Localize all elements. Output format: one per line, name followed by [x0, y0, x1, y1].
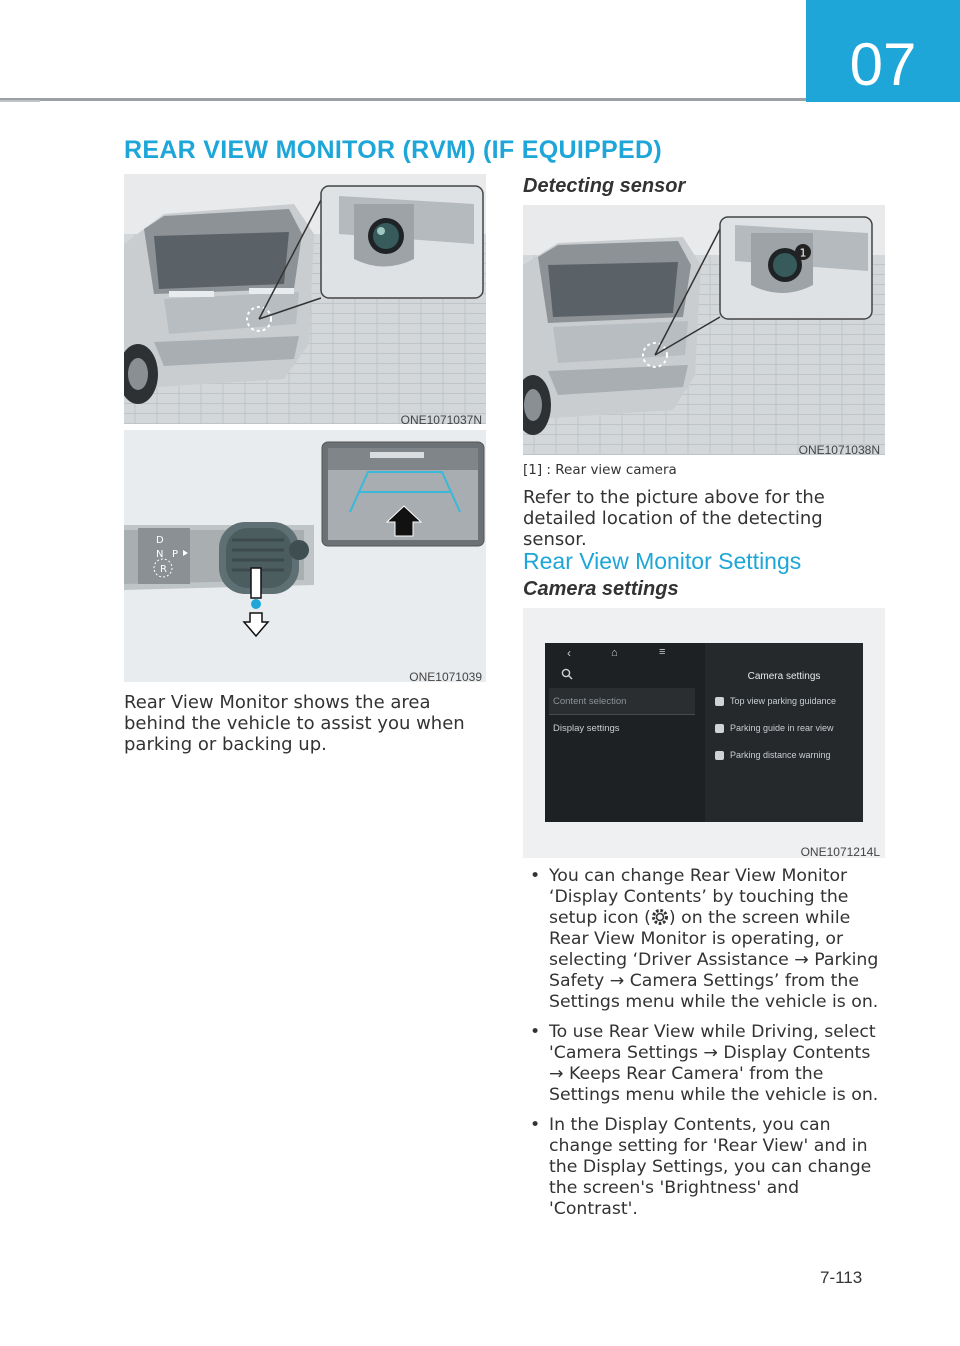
menu-content-selection[interactable]: Content selection	[553, 696, 627, 707]
chapter-number: 07	[849, 31, 917, 98]
page-number: 7-113	[820, 1268, 863, 1287]
menu-display-settings[interactable]: Display settings	[553, 723, 620, 734]
gear-icon	[651, 908, 669, 926]
header-rule-accent	[0, 100, 40, 102]
figure-gear-reverse-display	[124, 430, 486, 682]
bullet-text-part: ) on the screen while Rear View Monitor is operating, or selecting ‘Driver Assistance → Parking Safety → Camera Settings’ from the Settings menu while the vehicle is on.	[549, 908, 879, 1012]
header-rule	[0, 98, 806, 101]
back-icon[interactable]: ‹	[567, 646, 571, 660]
detecting-sensor-text: Refer to the picture above for the detailed location of the detecting sensor.	[523, 487, 825, 550]
checkbox-rear-view-guide[interactable]	[715, 724, 724, 733]
menu-icon[interactable]: ≡	[659, 646, 666, 658]
figure-caption: ONE1071037N	[400, 413, 482, 427]
checkbox-distance-warning[interactable]	[715, 751, 724, 760]
camera-settings-title: Camera settings	[523, 578, 679, 600]
screen-nav-bar	[545, 643, 705, 669]
figure-detecting-sensor	[523, 205, 885, 455]
menu-divider	[549, 714, 695, 715]
settings-bullet-list	[523, 866, 888, 1229]
figure-legend: [1] : Rear view camera	[523, 462, 677, 478]
rvm-description: Rear View Monitor shows the area behind the vehicle to assist you when parking or backing up.	[124, 692, 465, 755]
callout-number: 1	[799, 246, 807, 260]
option-parking-guide-rear-view[interactable]: Parking guide in rear view	[730, 723, 834, 733]
bullet-item: • To use Rear View while Driving, select 'Camera Settings → Display Contents → Keeps Rear Camera' from the Settings menu while the vehicle is on.	[530, 1022, 879, 1105]
screen-left-menu	[545, 683, 703, 822]
gear-letter-p: P	[172, 549, 179, 560]
option-parking-distance-warning[interactable]: Parking distance warning	[730, 750, 831, 760]
gear-letter-d: D	[156, 535, 164, 546]
detecting-sensor-title: Detecting sensor	[523, 175, 686, 197]
screen-right-panel	[705, 643, 863, 822]
gear-letter-r: R	[160, 564, 167, 575]
settings-title: Rear View Monitor Settings	[523, 548, 802, 574]
option-top-view-parking-guidance[interactable]: Top view parking guidance	[730, 696, 837, 706]
checkbox-top-view[interactable]	[715, 697, 724, 706]
settings-screen	[545, 643, 863, 822]
figure-caption: ONE1071039	[409, 670, 482, 684]
figure-caption: ONE1071038N	[798, 443, 880, 457]
bullet-text: In the Display Contents, you can change setting for 'Rear View' and in the Display Settings, you can change the screen's 'Brightness' and 'Contrast'.	[549, 1115, 872, 1219]
bullet-text-part: You can change Rear View Monitor ‘Display Contents’ by touching the setup icon (	[549, 866, 849, 928]
figure-caption: ONE1071214L	[800, 845, 880, 859]
section-title: REAR VIEW MONITOR (RVM) (IF EQUIPPED)	[124, 136, 662, 164]
figure-rear-camera-location	[124, 174, 486, 424]
screen-panel-title: Camera settings	[747, 671, 821, 682]
gear-letter-n: N	[156, 549, 164, 560]
bullet-item: • You can change Rear View Monitor ‘Display Contents’ by touching the setup icon ( ) on the screen while Rear View Monitor is operating, or selecting ‘Driver Assistance → Parking Safety → Camera Settings’ from the Settings menu while the vehicle is on.	[530, 866, 879, 1012]
bullet-item: • In the Display Contents, you can change setting for 'Rear View' and in the Display Settings, you can change the screen's 'Brightness' and 'Contrast'.	[530, 1115, 872, 1219]
bullet-text: To use Rear View while Driving, select 'Camera Settings → Display Contents → Keeps Rear Camera' from the Settings menu while the vehicle is on.	[549, 1022, 879, 1105]
home-icon[interactable]: ⌂	[611, 647, 618, 659]
